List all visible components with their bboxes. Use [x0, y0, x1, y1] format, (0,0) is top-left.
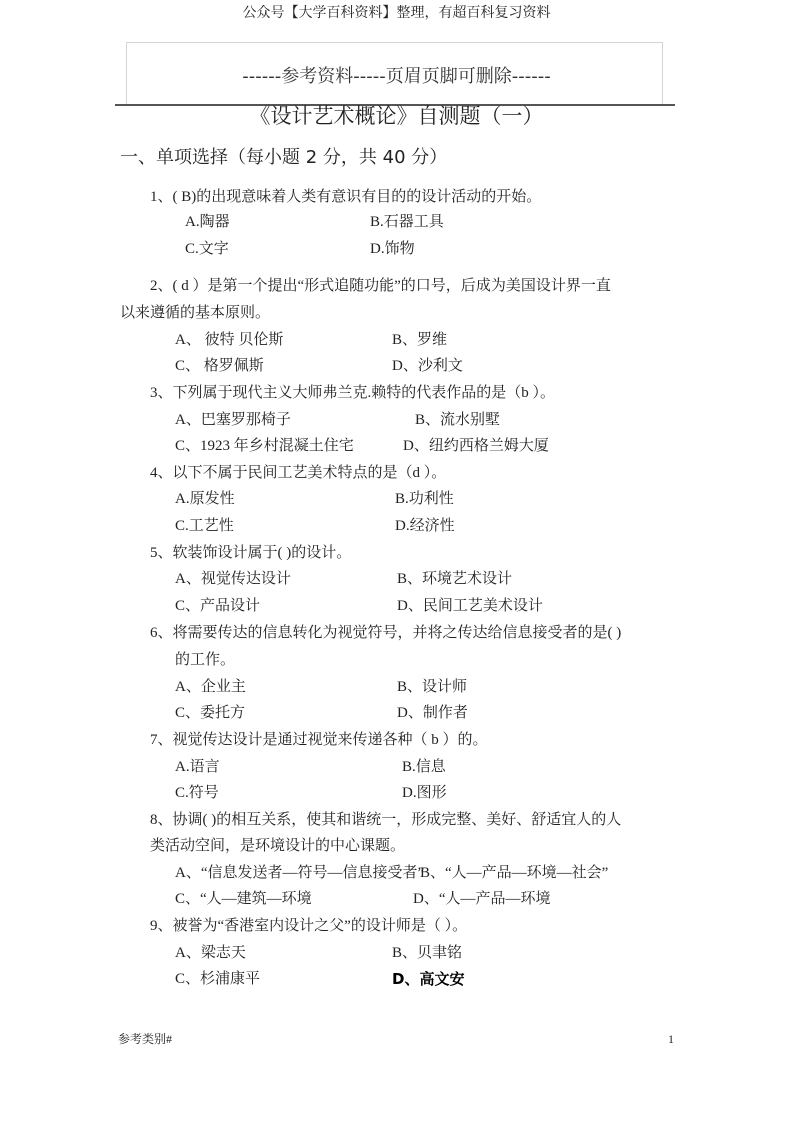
option: D.图形	[402, 785, 447, 801]
option: A.陶器	[185, 214, 230, 230]
question-stem: 1、( B)的出现意味着人类有意识有目的的设计活动的开始。	[150, 189, 542, 205]
option: D、沙利文	[392, 358, 463, 374]
question-stem: 6、将需要传达的信息转化为视觉符号，并将之传达给信息接受者的是( )	[150, 625, 622, 641]
option: B、贝聿铭	[392, 945, 463, 961]
option: B、“人—产品—环境—社会”	[420, 865, 609, 881]
option: C.文字	[185, 241, 229, 257]
option: A、梁志天	[175, 945, 246, 961]
page-title: 《设计艺术概论》自测题（一）	[249, 104, 544, 128]
question-stem: 8、协调( )的相互关系，使其和谐统一，形成完整、美好、舒适宜人的人	[150, 812, 622, 828]
option: B.石器工具	[370, 214, 444, 230]
option: A、企业主	[175, 679, 246, 695]
footer-label: 参考类别#	[118, 1032, 173, 1046]
option: C、杉浦康平	[175, 971, 261, 987]
top-banner: 公众号【大学百科资料】整理，有超百科复习资料	[242, 6, 551, 21]
option: B、流水别墅	[415, 412, 501, 428]
option: C、“人—建筑—环境	[175, 891, 312, 907]
question-stem: 7、视觉传达设计是通过视觉来传递各种（ b ）的。	[150, 732, 488, 748]
option: D.经济性	[395, 518, 455, 534]
option: A、 彼特 贝伦斯	[175, 332, 284, 348]
question-stem-cont: 类活动空间，是环境设计的中心课题。	[150, 838, 406, 854]
option: D、高文安	[392, 970, 465, 988]
option: B.信息	[402, 759, 446, 775]
option: A、“信息发送者—符号—信息接受者”	[175, 865, 425, 881]
option: D、“人—产品—环境	[413, 891, 551, 907]
option: A、巴塞罗那椅子	[175, 412, 291, 428]
page-number: 1	[668, 1032, 674, 1046]
question-stem: 9、被誉为“香港室内设计之父”的设计师是（ ）。	[150, 918, 468, 934]
question-stem-cont: 以来遵循的基本原则。	[120, 305, 271, 321]
question-stem-cont: 的工作。	[175, 652, 236, 668]
option: C、1923 年乡村混凝土住宅	[175, 438, 354, 454]
option: B、罗维	[392, 332, 448, 348]
option: D、制作者	[397, 705, 468, 721]
option: C、委托方	[175, 705, 246, 721]
option: B.功利性	[395, 491, 454, 507]
option: A.语言	[175, 759, 220, 775]
question-stem: 2、( d ）是第一个提出“形式追随功能”的口号，后成为美国设计界一直	[150, 278, 611, 294]
option: C、产品设计	[175, 598, 261, 614]
option: D.饰物	[370, 241, 415, 257]
option: D、纽约西格兰姆大厦	[403, 438, 549, 454]
option: A、视觉传达设计	[175, 571, 291, 587]
option: A.原发性	[175, 491, 235, 507]
option: C.工艺性	[175, 518, 234, 534]
option: C.符号	[175, 785, 219, 801]
option: B、设计师	[397, 679, 468, 695]
option: B、环境艺术设计	[397, 571, 513, 587]
header-note: ------参考资料-----页眉页脚可删除------	[242, 66, 551, 87]
question-stem: 4、以下不属于民间工艺美术特点的是（d ）。	[150, 465, 447, 481]
question-stem: 5、软装饰设计属于( )的设计。	[150, 545, 352, 561]
option: D、民间工艺美术设计	[397, 598, 543, 614]
section-heading: 一、单项选择（每小题 2 分，共 40 分）	[120, 147, 448, 168]
question-stem: 3、下列属于现代主义大师弗兰克.赖特的代表作品的是（b ）。	[150, 385, 556, 401]
option: C、 格罗佩斯	[175, 358, 264, 374]
